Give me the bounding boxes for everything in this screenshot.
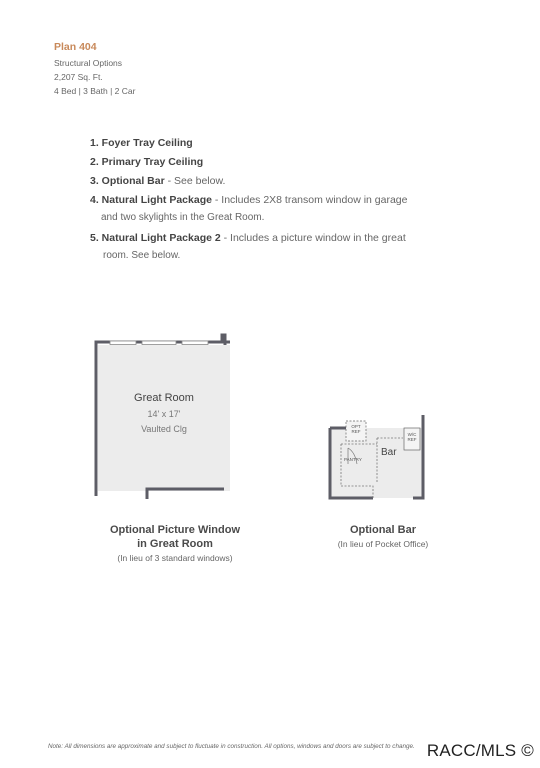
great-room-lower-wall (147, 489, 224, 499)
option-description: - See below. (164, 175, 226, 187)
option-title: 1. Foyer Tray Ceiling (90, 137, 193, 149)
opt-ref-label: OPT REF (351, 424, 361, 434)
plan-bed-bath-car: 4 Bed | 3 Bath | 2 Car (54, 86, 136, 96)
option-item-4-continued: and two skylights in the Great Room. (101, 212, 265, 223)
great-room-caption-line-2: in Great Room (137, 538, 213, 550)
option-description: - Includes a picture window in the great (220, 232, 406, 244)
bar-caption-sub: (In lieu of Pocket Office) (337, 539, 429, 549)
option-item-5 (90, 231, 406, 245)
option-title: 5. Natural Light Package 2 (90, 232, 221, 244)
great-room-caption-line-1: Optional Picture Window (109, 524, 241, 536)
bar-room-label: Bar (381, 447, 397, 458)
footer-note: Note: All dimensions are approximate and subject to fluctuate in construction. All options, windows and doors are subject to change. (48, 743, 415, 750)
option-item-5-continued: room. See below. (103, 250, 181, 261)
ref-label: W/C REF (407, 432, 417, 442)
option-item-3 (90, 174, 225, 188)
great-room-label: Great Room (134, 392, 194, 404)
option-item-2 (90, 155, 203, 169)
plan-name: Plan 404 (54, 41, 97, 53)
pantry-label: PANTRY (344, 457, 362, 462)
option-title: 4. Natural Light Package (90, 194, 212, 206)
bar-caption: Optional Bar (349, 524, 416, 536)
window-markers (110, 341, 208, 345)
plan-subtitle: Structural Options (54, 58, 123, 68)
watermark: RACC/MLS © (426, 741, 534, 760)
bar-floorplan (325, 412, 430, 504)
option-title: 3. Optional Bar (90, 175, 165, 187)
option-title: 2. Primary Tray Ceiling (90, 156, 204, 168)
great-room-ceiling: Vaulted Clg (141, 424, 187, 434)
great-room-dimensions: 14' x 17' (147, 409, 181, 419)
option-item-1 (90, 136, 193, 150)
option-description: - Includes 2X8 transom window in garage (211, 194, 408, 206)
plan-square-feet: 2,207 Sq. Ft. (54, 72, 103, 82)
option-item-4 (90, 193, 408, 207)
great-room-caption-sub: (In lieu of 3 standard windows) (117, 553, 233, 563)
